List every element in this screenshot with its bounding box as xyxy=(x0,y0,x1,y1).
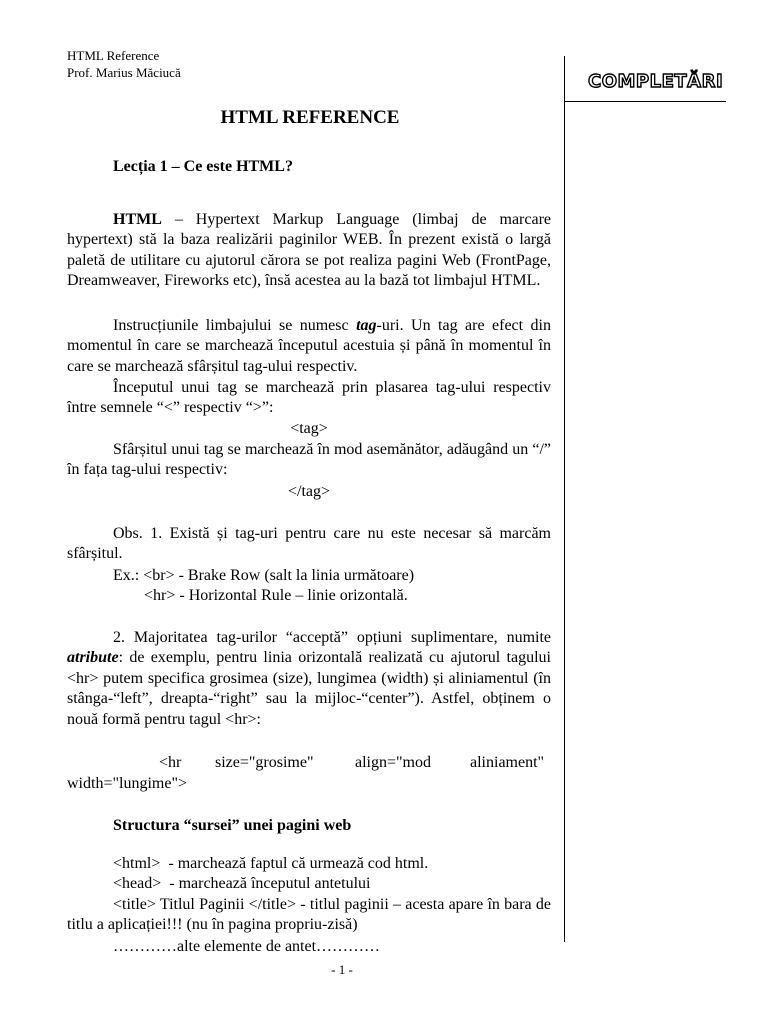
header-author: Prof. Marius Măciucă xyxy=(67,65,181,80)
example-hr: <hr> - Horizontal Rule – linie orizontală. xyxy=(144,587,408,604)
paragraph-tag-start: Începutul unui tag se marchează prin plasarea tag-ului respectiv între semnele “<” respectiv “>”: xyxy=(67,379,551,417)
observation-2-pre: 2. Majoritatea tag-urilor “acceptă” opțiuni suplimentare, numite xyxy=(113,629,551,646)
struct-more: …………alte elemente de antet………… xyxy=(113,938,381,955)
paragraph-html-intro xyxy=(67,210,551,292)
paragraph-html-intro-text: – Hypertext Markup Language (limbaj de marcare hypertext) stă la baza realizării paginilor WEB. În prezent există o largă paletă de utilitare cu ajutorul cărora se pot realiza pagini Web (FrontPage, Dreamweaver, Fireworks etc), însă acestea au la bază tot limbajul HTML. xyxy=(67,211,551,290)
header-course: HTML Reference xyxy=(67,48,160,63)
hr-example-line2: width="lungime"> xyxy=(67,775,187,792)
document-title: HTML REFERENCE xyxy=(220,107,400,128)
term-tag: tag xyxy=(356,317,377,334)
hr-example-part1: <hr xyxy=(159,754,182,771)
paragraph-tags-pre: Instrucțiunile limbajului se numesc xyxy=(113,317,357,334)
struct-title: <title> Titlul Paginii </title> - titlul paginii – acesta apare în bara de titlu a aplicației!!! (nu în pagina propriu-zisă) xyxy=(67,896,551,934)
struct-html: <html> - marchează faptul că urmează cod html. xyxy=(113,855,429,872)
observation-1: Obs. 1. Există și tag-uri pentru care nu este necesar să marcăm sfârșitul. xyxy=(67,525,551,563)
observation-2-post: : de exemplu, pentru linia orizontală realizată cu ajutorul tagului <hr> putem specifica grosimea (size), lungimea (width) și aliniamentul (în stânga-“left”, dreapta-“right” sau la mijloc-“center”). Astfel, obținem o nouă formă pentru tagul <hr>: xyxy=(67,649,551,728)
code-open-tag: <tag> xyxy=(290,420,328,437)
example-br: Ex.: <br> - Brake Row (salt la linia următoare) xyxy=(113,567,415,584)
term-html: HTML xyxy=(113,211,162,228)
structure-heading: Structura “sursei” unei pagini web xyxy=(113,817,352,834)
hr-example-part3: align="mod xyxy=(355,754,431,771)
paragraph-tags-post: -uri. Un tag are efect din momentul în care se marchează începutul acestuia și până în momentul în care se marchează sfârșitul tag-ului respectiv. xyxy=(67,317,551,375)
observation-2 xyxy=(67,628,551,730)
page-number: - 1 - xyxy=(331,962,353,977)
margin-title: COMPLETĂRI xyxy=(588,71,724,92)
margin-divider-vertical xyxy=(564,56,565,942)
margin-divider-horizontal xyxy=(564,101,726,102)
struct-head: <head> - marchează începutul antetului xyxy=(113,875,371,892)
paragraph-tag-end: Sfârșitul unui tag se marchează în mod asemănător, adăugând un “/” în fața tag-ului respectiv: xyxy=(67,441,551,479)
term-atribute: atribute xyxy=(67,649,119,667)
hr-example-part4: aliniament" xyxy=(470,754,545,771)
paragraph-tags xyxy=(67,316,551,377)
lesson-heading: Lecția 1 – Ce este HTML? xyxy=(113,158,293,175)
code-close-tag: </tag> xyxy=(287,483,331,500)
hr-example-part2: size="grosime" xyxy=(215,754,314,771)
